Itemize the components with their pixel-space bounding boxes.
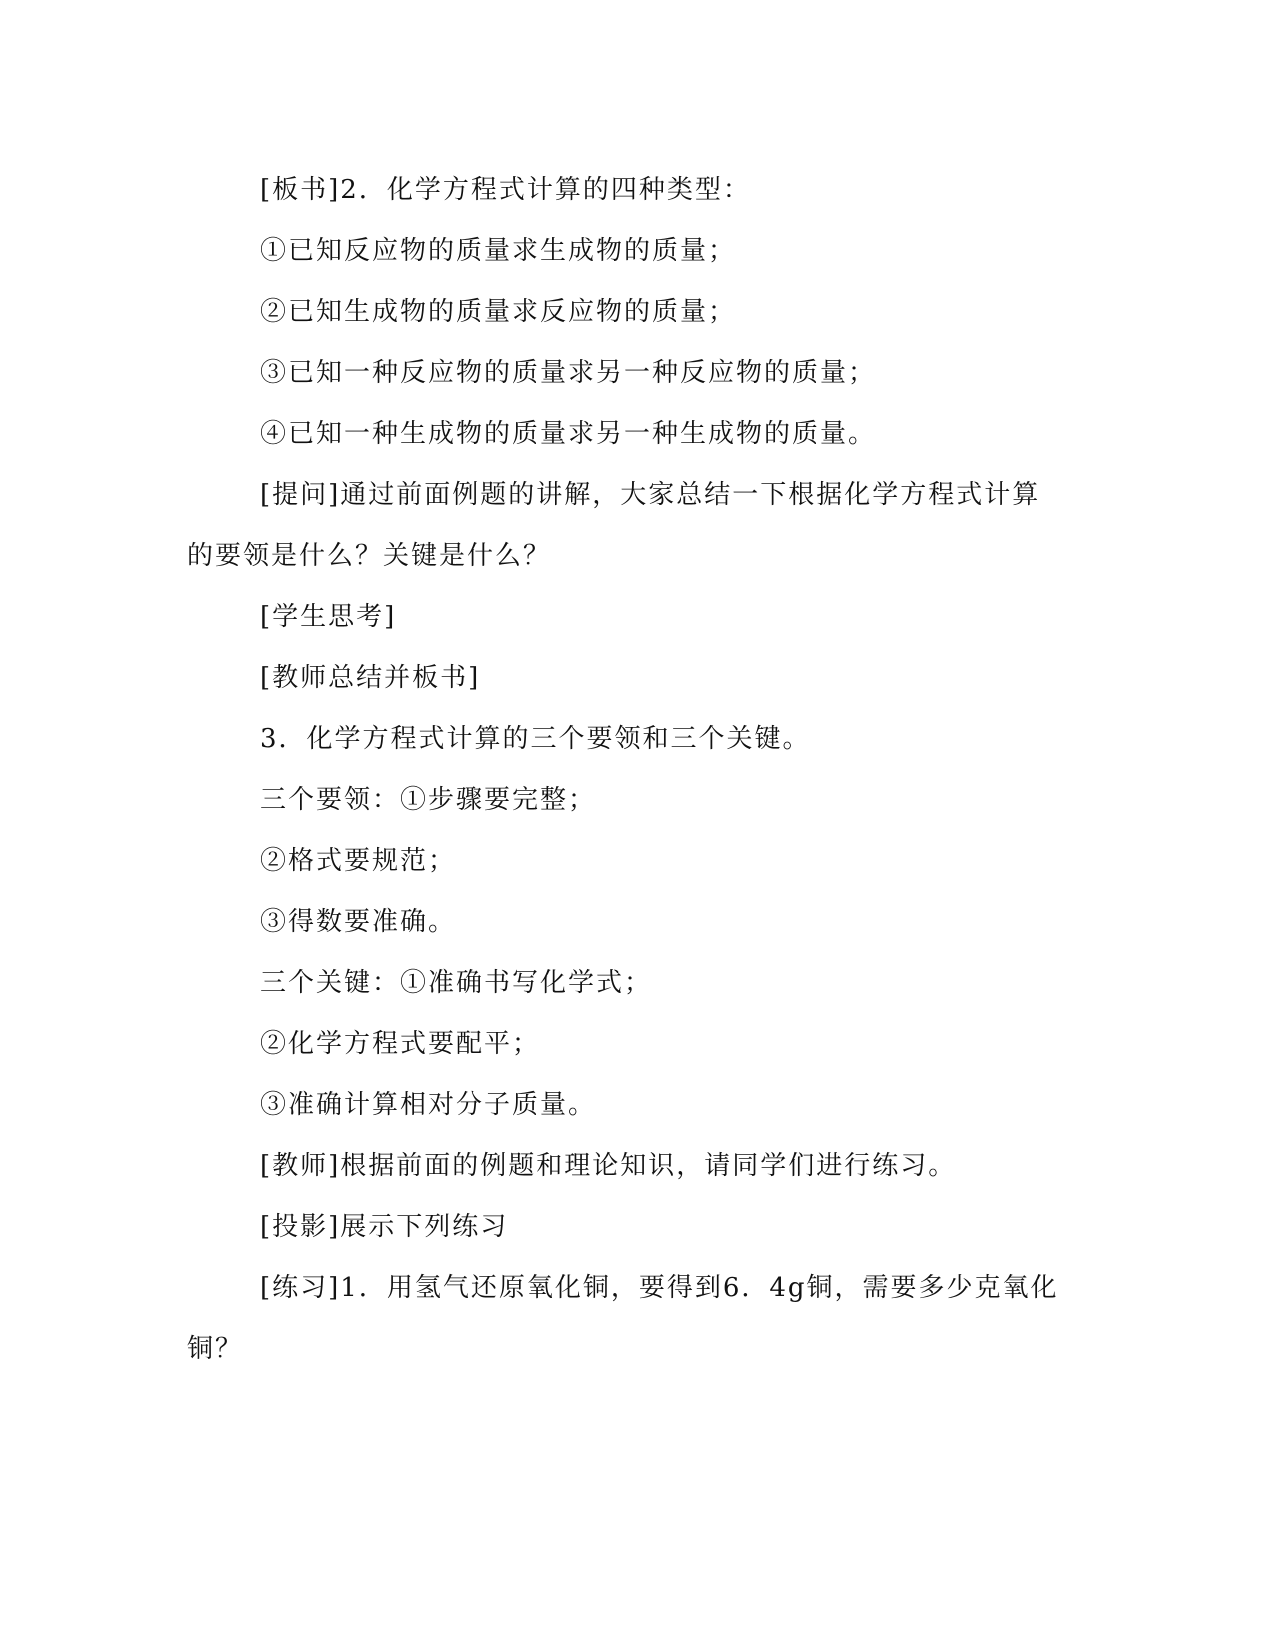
question-line-2: 的要领是什么？关键是什么？ bbox=[187, 541, 552, 571]
exercise-line-1: [练习]1．用氢气还原氧化铜，要得到6．4g铜，需要多少克氧化 bbox=[260, 1273, 1059, 1303]
projection-line: [投影]展示下列练习 bbox=[260, 1212, 509, 1242]
key-item-3: ③准确计算相对分子质量。 bbox=[260, 1090, 597, 1120]
board-heading-four-types: [板书]2．化学方程式计算的四种类型： bbox=[260, 175, 751, 205]
question-line-1: [提问]通过前面例题的讲解，大家总结一下根据化学方程式计算 bbox=[260, 480, 1041, 510]
type-item-1: ①已知反应物的质量求生成物的质量； bbox=[260, 236, 737, 266]
board-heading-essentials: 3．化学方程式计算的三个要领和三个关键。 bbox=[260, 724, 811, 754]
document-body bbox=[187, 160, 1067, 1380]
essential-item-2: ②格式要规范； bbox=[260, 846, 457, 876]
key-item-2: ②化学方程式要配平； bbox=[260, 1029, 541, 1059]
student-thinking: [学生思考] bbox=[260, 602, 397, 632]
essential-item-3: ③得数要准确。 bbox=[260, 907, 457, 937]
teacher-summary: [教师总结并板书] bbox=[260, 663, 481, 693]
key-item-1: 三个关键：①准确书写化学式； bbox=[260, 968, 653, 998]
exercise-line-2: 铜？ bbox=[187, 1334, 244, 1364]
type-item-4: ④已知一种生成物的质量求另一种生成物的质量。 bbox=[260, 419, 877, 449]
type-item-2: ②已知生成物的质量求反应物的质量； bbox=[260, 297, 737, 327]
teacher-instruction: [教师]根据前面的例题和理论知识，请同学们进行练习。 bbox=[260, 1151, 957, 1181]
essential-item-1: 三个要领：①步骤要完整； bbox=[260, 785, 597, 815]
type-item-3: ③已知一种反应物的质量求另一种反应物的质量； bbox=[260, 358, 877, 388]
